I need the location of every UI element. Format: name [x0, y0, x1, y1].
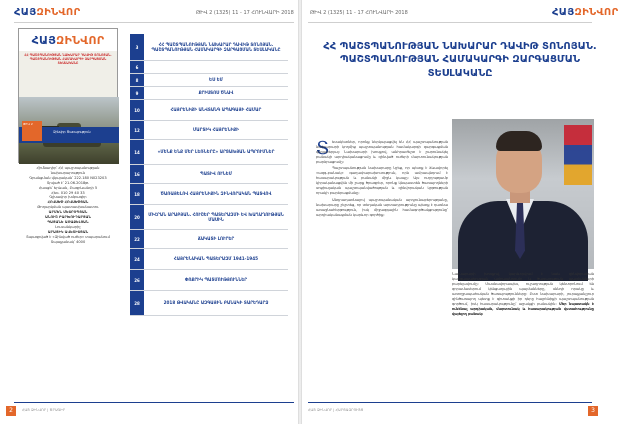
- toc-page-number: 22: [130, 230, 144, 248]
- imprint-line: Հեռ. 010 29 40 33: [51, 190, 85, 195]
- toc-item[interactable]: [130, 100, 288, 121]
- toc-item[interactable]: [130, 61, 288, 74]
- imprint-line: ԳԱՅԱՆԵ ԱՌԱՔԵԼՅԱՆ: [47, 219, 89, 224]
- toc-page-number: 18: [130, 184, 144, 204]
- cover-thumbnail: [18, 28, 118, 163]
- toc-item[interactable]: [130, 270, 288, 291]
- left-page: [0, 0, 298, 424]
- header-divider-right: [308, 22, 592, 23]
- cover-logo-part-1: ՀԱՅ: [31, 33, 57, 47]
- footer-divider: [14, 402, 294, 403]
- toc-page-number: 6: [130, 61, 144, 73]
- cover-logo-part-2: ԶԻՆՎՈՐ: [56, 33, 105, 47]
- imprint-line: Թողարկման պատասխանատու: [37, 205, 99, 210]
- issue-line: ԹԻՎ 2 (1325) 11 - 17 ՀՈՒՆՎԱՐԻ 2018: [196, 10, 294, 16]
- toc-item[interactable]: [130, 140, 288, 165]
- imprint-line: Հիմնադիր՝ ՀՀ պաշտպանության: [36, 166, 100, 170]
- right-page: [302, 0, 619, 424]
- page-footer: ՀԱՅ ԶԻՆՎՈՐ | ԾՐԱԳԻՐ: [22, 408, 66, 412]
- toc-title: ԾԱՌԱՅԵԼՈՎ ՀԱՅՐԵՆԻՔԻՆ ԶԻՆՎՈՐԱԿԱՆ ՊԱՏՎՈՎ: [160, 191, 272, 197]
- toc-title: ՄԻՀՐԱՆ ԱՐԱԲՅԱՆ. ՀՈՒՇԵՐ ՊԱՏԵՐԱԶՄԻ ԵՎ ԽԱՂԱՂՈՒԹՅԱՆ ՄԱՍԻՆ: [148, 211, 284, 222]
- portrait-hair: [496, 131, 542, 151]
- imprint-line: ՀՈՎՍԵՓ ՀՈՎՍԵՓՅԱՆ: [47, 200, 89, 205]
- imprint-line: Տպաքանակ՝ 4000: [50, 239, 86, 244]
- toc-page-number: 10: [130, 100, 144, 120]
- imprint-line: Գրանցման վկայական՝ 222.180 N023203: [29, 175, 107, 180]
- toc-page-number: 16: [130, 165, 144, 183]
- toc-page-number: 24: [130, 249, 144, 269]
- issue-line-right: ԹԻՎ 2 (1325) 11 - 17 ՀՈՒՆՎԱՐԻ 2018: [310, 10, 408, 16]
- toc-title: ԵՍ ԵՄ: [209, 77, 223, 83]
- toc-item[interactable]: [130, 34, 288, 61]
- cover-masthead: [19, 29, 117, 51]
- column-2-highlight: Մեր նպատակն է ունենալ արդիական, մարտունակ և հասարակության վստահությունը վայելող բանակ։: [452, 302, 594, 317]
- toc-item[interactable]: [130, 291, 288, 316]
- article-paragraph: Պաշտպանության նախարարը նշեց, որ պետք է ձևավորել «ազգ-բանակ» գաղափարախոսություն, որն ամրապնդում է հասարակության և բանակի միջև կապը։ Այս ուղղությամբ կիրականացվեն մի շարք ծրագրեր, որոնք կնպաստեն ծառայողների սոցիալական պաշտպանվածության և զինվորական կրթության որակի բարձրացմանը։: [316, 166, 448, 196]
- imprint-line: ԱՆՈՒՇ ԲԱՐԽՈՒԴԱՐՅԱՆ: [45, 215, 91, 220]
- toc-page-number: 20: [130, 205, 144, 229]
- magazine-logo: [14, 7, 81, 19]
- toc-title: ՊԱՏԻՎ ՈՒՆԵՄ: [200, 171, 232, 177]
- minister-portrait: [452, 119, 594, 269]
- toc-item[interactable]: [130, 205, 288, 230]
- imprint-line: ԱՐՄԵՆ ՄԵՍՐՈՊՅԱՆ: [48, 210, 88, 215]
- imprint-line: Լուսանկարիչ: [55, 224, 81, 229]
- toc-item[interactable]: [130, 165, 288, 184]
- magazine-logo-right: [552, 7, 619, 19]
- imprint-line: նախարարություն: [50, 170, 86, 175]
- logo-part-1: ՀԱՅ: [14, 7, 37, 18]
- page-number-right: 3: [588, 406, 598, 416]
- imprint-line: Հասցե՝ Երևան, Բագրևանդի 5: [38, 185, 98, 190]
- armenian-flag: [564, 125, 592, 185]
- article-title: ՀՀ ՊԱՇՏՊԱՆՈՒԹՅԱՆ ՆԱԽԱՐԱՐ ԴԱՎԻԹ ՏՈՆՈՅԱՆ. ՊԱՇՏՊԱՆՈՒԹՅԱՆ ՀԱՄԱԿԱՐԳԻ ԶԱՐԳԱՑՄԱՆ ՏԵՍԼԱԿԱՆԸ: [323, 41, 597, 79]
- imprint-line: Տրված է՝ 21.06.2018թ.: [46, 180, 90, 185]
- toc-item[interactable]: [130, 230, 288, 249]
- toc-title: ՄԱՐՏԻԿ ՀԱՅՐԵՆԻՔԻ: [193, 127, 239, 133]
- toc-title: ՔՐԻՍՏՈՍ ԾՆԱՎ: [198, 90, 234, 96]
- toc-page-number: 12: [130, 121, 144, 139]
- cover-badge: ԹԻՎ 2: [22, 121, 42, 141]
- imprint-block: [14, 166, 122, 245]
- toc-item[interactable]: [130, 249, 288, 270]
- toc-title: ՀՀ ՊԱՇՏՊԱՆՈՒԹՅԱՆ ՆԱԽԱՐԱՐ ԴԱՎԻԹ ՏՈՆՈՅԱՆ. ՊԱՇՏՊԱՆՈՒԹՅԱՆ ՀԱՄԱԿԱՐԳԻ ԶԱՐԳԱՑՄԱՆ ՏԵՍԼԱԿԱՆԸ: [151, 41, 281, 52]
- article-column-1: [316, 140, 448, 219]
- toc-title: ՓՈՔՐԻԿ ՊԱՏՄՈՒԹՅՈՒՆՆԵՐ: [184, 277, 248, 283]
- cover-logo: [32, 34, 105, 47]
- table-of-contents: [130, 34, 288, 316]
- toc-item[interactable]: [130, 184, 288, 205]
- toc-title: ՀԱՅՐԵՆԱԿԱՆ ՊԱՏԵՐԱԶՄ 1941-1945: [173, 256, 259, 262]
- toc-page-number: 28: [130, 291, 144, 315]
- toc-item[interactable]: [130, 74, 288, 87]
- imprint-line: ԱՐԱՅԻԿ ԱՎԵՏԻՍՅԱՆ: [47, 229, 89, 234]
- article-paragraph: եսակետներ, որոնք ներկայացվել են ՀՀ պաշտպանության նախարարի կողմից պաշտպանության համակարգի զարգացման վերաբերյալ։ Նախարարի խոսքով, անհրաժեշտ է շարունակել բանակի արդիականացումը և զինված ուժերի մարտունակության բարձրացումը։: [316, 140, 448, 165]
- cover-headline: ՀՀ ՊԱՇՏՊԱՆՈՒԹՅԱՆ ՆԱԽԱՐԱՐ ԴԱՎԻԹ ՏՈՆՈՅԱՆ. ՊԱՇՏՊԱՆՈՒԹՅԱՆ ՀԱՄԱԿԱՐԳԻ ԶԱՐԳԱՑՄԱՆ ՏԵՍԼԱԿԱՆԸ: [24, 53, 112, 66]
- toc-page-number: 9: [130, 87, 144, 99]
- header-divider: [14, 22, 294, 23]
- drop-cap: Տ: [316, 138, 330, 159]
- logo-part-1-right: ՀԱՅ: [552, 7, 575, 18]
- logo-part-2-right: ԶԻՆՎՈՐ: [574, 7, 619, 18]
- toc-page-number: 3: [130, 34, 144, 60]
- toc-item[interactable]: [130, 87, 288, 100]
- toc-page-number: 26: [130, 270, 144, 290]
- toc-title: 2018 ԹՎԱԿԱՆԸ ԱԶԳԱՅԻՆ ԲԱՆԱԿԻ ՏԱՐԵԴԱՐՁ: [163, 300, 269, 306]
- page-footer-right: ՀԱՅ ԶԻՆՎՈՐ | ՀԱՐՑԱԶՐՈՒՅՑ: [308, 408, 364, 412]
- toc-page-number: 14: [130, 140, 144, 164]
- imprint-line: Տպագրված է «Զինված ուժեր» տպարանում: [26, 234, 110, 239]
- logo-part-2: ԶԻՆՎՈՐ: [36, 7, 81, 18]
- article-paragraph: Անդրադառնալով պաշտպանական արդյունաբերությանը, նախարարը շեշտեց, որ տեղական արտադրությունը պետք է դառնա առաջնահերթություն, իսկ միջազգային համագործակցությունը՝ արդիականացման կարևոր գործիք։: [316, 197, 448, 217]
- toc-item[interactable]: [130, 121, 288, 140]
- toc-title: ՃԱԿԱՏԻ ԼՈՒՐԵՐ: [197, 236, 235, 242]
- footer-divider-right: [308, 402, 592, 403]
- page-number: 2: [6, 406, 16, 416]
- toc-page-number: 8: [130, 74, 144, 86]
- toc-title: «ՄԵՆՔ ԵՆՔ ՄԵՐ ԼԵՌՆԵՐԸ» ԱՐՑԱԽՅԱՆ ԱՊՐՈՒՄՆԵՐ: [157, 149, 275, 155]
- imprint-line: Գլխավոր խմբագիր: [49, 195, 87, 200]
- column-2-text: Նախարարի խոսքով, կարևորվում է նաև զինվորական կարգապահության ամրապնդումը և ծառայության պայմանների բարելավումը։ Մասնավորապես, ուշադրության կենտրոնում են զորամասերում կենցաղային պայմանները, սննդի որակը և առողջապահական ծառայությունները։ Ըստ նախարարի, յուրաքանչյուր զինծառայող պետք է գիտակցի իր դերը հայրենիքի պաշտպանության գործում, իսկ հասարակությունը՝ աջակցի բանակին։: [452, 272, 594, 307]
- article-column-2: [452, 272, 594, 317]
- toc-title: ՀԱՅՐԵՆԻՔԻ ԱՆՎՏԱՆԳ ԱՊԱԳԱՅԻ ՀԱՄԱՐ: [170, 107, 262, 113]
- cover-bar-text: Զինվոր Ծառայություն: [53, 130, 91, 134]
